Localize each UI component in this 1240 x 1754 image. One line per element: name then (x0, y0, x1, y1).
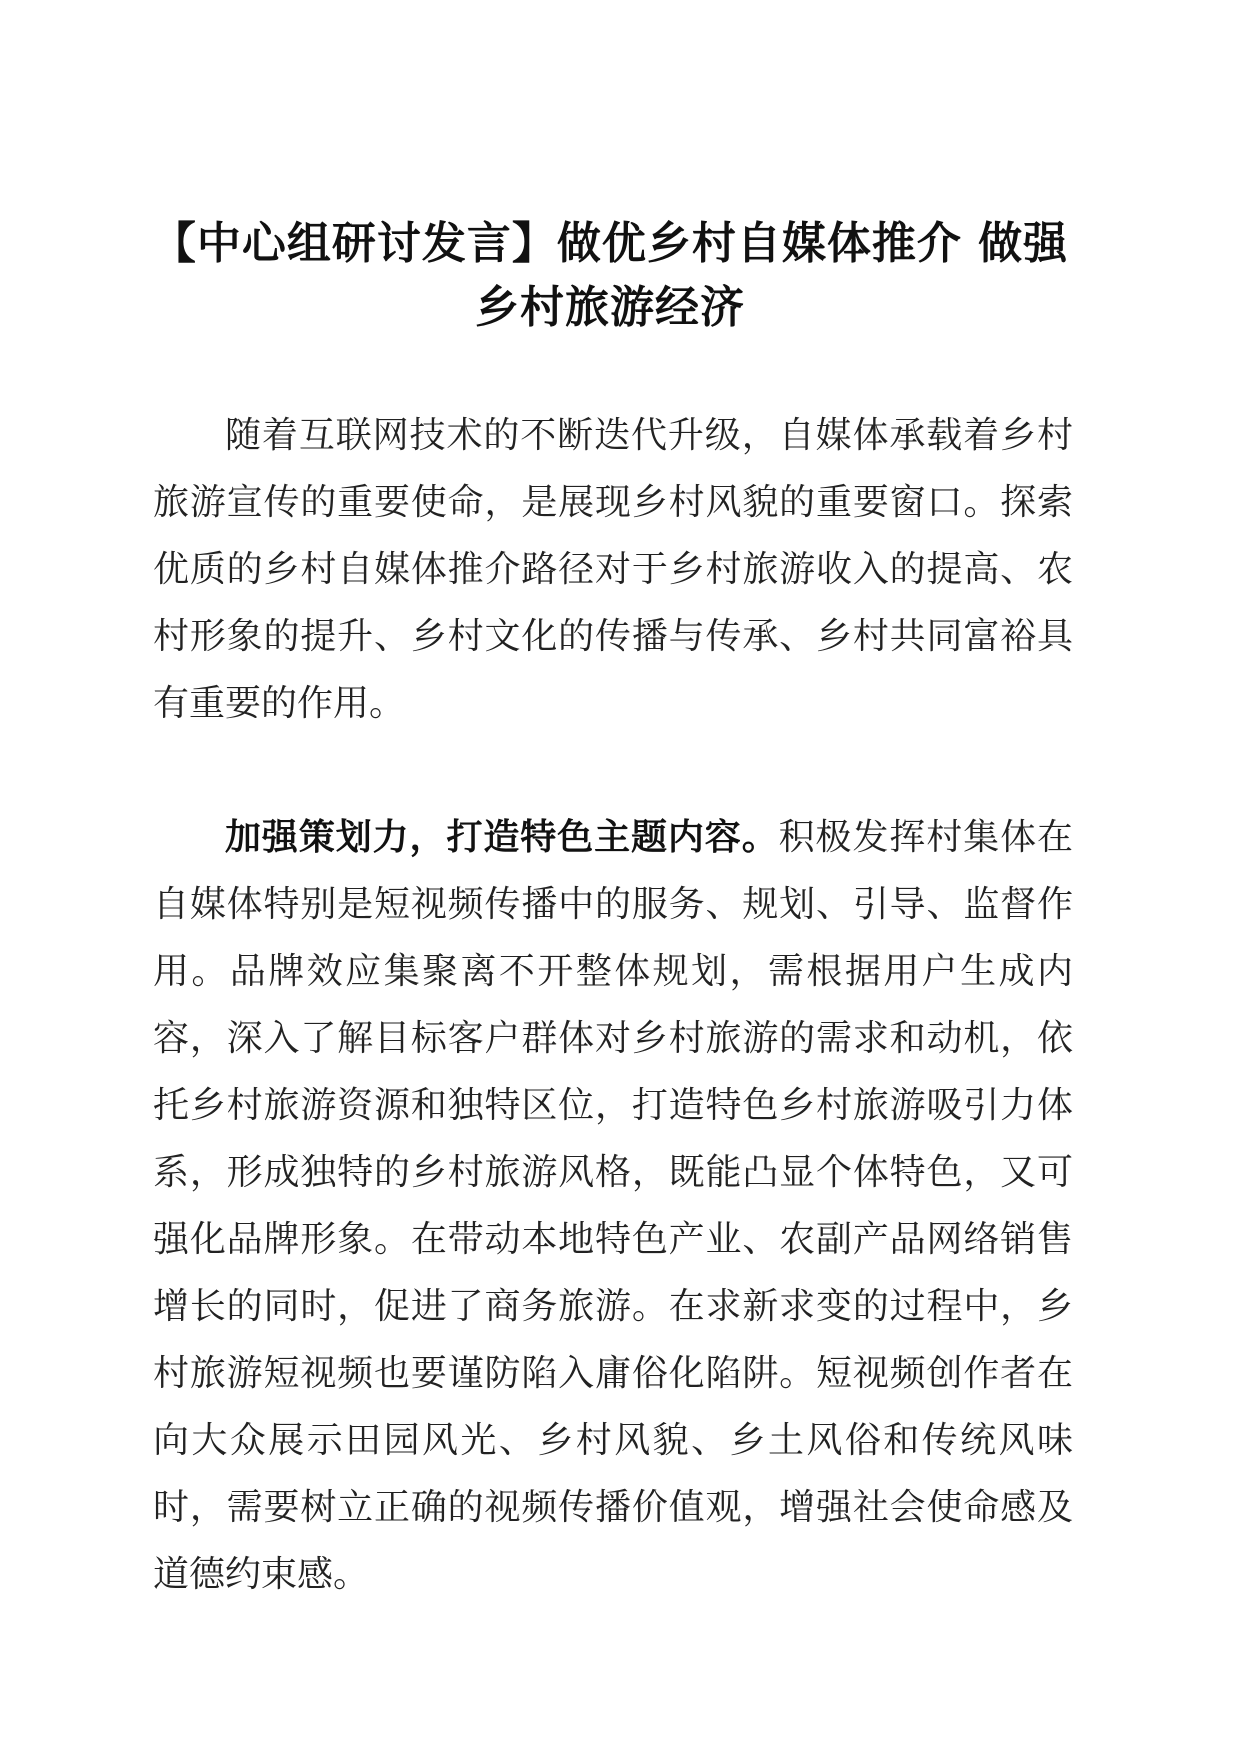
paragraph-intro (153, 402, 1073, 737)
paragraph-text: 积极发挥村集体在自媒体特别是短视频传播中的服务、规划、引导、监督作用。品牌效应集聚离不开整体规划，需根据用户生成内容，深入了解目标客户群体对乡村旅游的需求和动机，依托乡村旅游资源和独特区位，打造特色乡村旅游吸引力体系，形成独特的乡村旅游风格，既能凸显个体特色，又可强化品牌形象。在带动本地特色产业、农副产品网络销售增长的同时，促进了商务旅游。在求新求变的过程中，乡村旅游短视频也要谨防陷入庸俗化陷阱。短视频创作者在向大众展示田园风光、乡村风貌、乡土风俗和传统风味时，需要树立正确的视频传播价值观，增强社会使命感及道德约束感。 (153, 817, 1073, 1595)
paragraph-text: 随着互联网技术的不断迭代升级，自媒体承载着乡村旅游宣传的重要使命，是展现乡村风貌的重要窗口。探索优质的乡村自媒体推介路径对于乡村旅游收入的提高、农村形象的提升、乡村文化的传播与传承、乡村共同富裕具有重要的作用。 (153, 415, 1073, 724)
paragraph-planning (153, 804, 1073, 1608)
document-body (153, 402, 1073, 1608)
paragraph-lead-heading: 加强策划力，打造特色主题内容。 (225, 817, 779, 858)
document-title: 【中心组研讨发言】做优乡村自媒体推介 做强乡村旅游经济 (151, 218, 1069, 333)
